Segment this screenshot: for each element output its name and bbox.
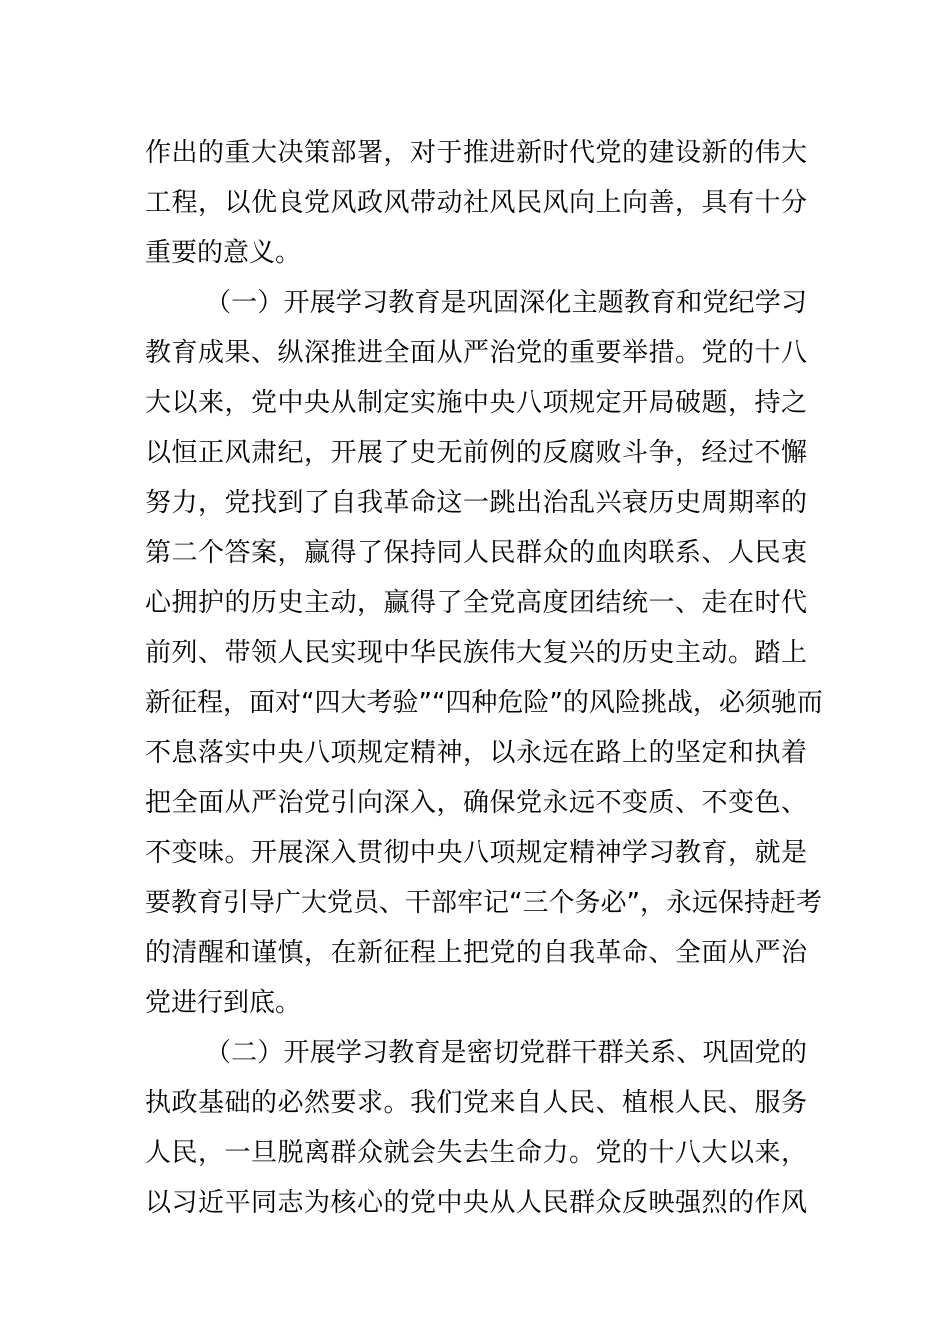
text-line: 不变味。开展深入贯彻中央八项规定精神学习教育，就是 (145, 838, 807, 868)
paragraph-section-1 (145, 278, 823, 1028)
text-line: 不息落实中央八项规定精神，以永远在路上的坚定和执着 (145, 738, 807, 768)
text-line: 以习近平同志为核心的党中央从人民群众反映强烈的作风 (145, 1188, 807, 1218)
text-line: 大以来，党中央从制定实施中央八项规定开局破题，持之 (145, 388, 807, 418)
text-line: 党进行到底。 (145, 988, 302, 1018)
text-line: 把全面从严治党引向深入，确保党永远不变质、不变色、 (145, 788, 807, 818)
text-line: （二）开展学习教育是密切党群干群关系、巩固党的 (205, 1038, 807, 1068)
text-line: 前列、带领人民实现中华民族伟大复兴的历史主动。踏上 (145, 638, 807, 668)
text-line: （一）开展学习教育是巩固深化主题教育和党纪学习 (205, 288, 807, 318)
text-line: 以恒正风肃纪，开展了史无前例的反腐败斗争，经过不懈 (145, 438, 807, 468)
text-line: 作出的重大决策部署，对于推进新时代党的建设新的伟大 (145, 138, 807, 168)
text-line: 人民，一旦脱离群众就会失去生命力。党的十八大以来， (145, 1138, 807, 1168)
text-line: 第二个答案，赢得了保持同人民群众的血肉联系、人民衷 (145, 538, 807, 568)
text-line: 新征程，面对“四大考验”“四种危险”的风险挑战，必须驰而 (145, 688, 823, 718)
text-line: 努力，党找到了自我革命这一跳出治乱兴衰历史周期率的 (145, 488, 807, 518)
text-line: 工程，以优良党风政风带动社风民风向上向善，具有十分 (145, 188, 807, 218)
text-line: 重要的意义。 (145, 238, 302, 268)
text-line: 要教育引导广大党员、干部牢记“三个务必”，永远保持赶考 (145, 888, 822, 918)
paragraph-section-2 (145, 1028, 807, 1228)
text-line: 的清醒和谨慎，在新征程上把党的自我革命、全面从严治 (145, 938, 807, 968)
text-line: 执政基础的必然要求。我们党来自人民、植根人民、服务 (145, 1088, 807, 1118)
text-line: 心拥护的历史主动，赢得了全党高度团结统一、走在时代 (145, 588, 807, 618)
paragraph-continuation (145, 128, 807, 278)
text-line: 教育成果、纵深推进全面从严治党的重要举措。党的十八 (145, 338, 807, 368)
body-text (145, 128, 823, 1228)
